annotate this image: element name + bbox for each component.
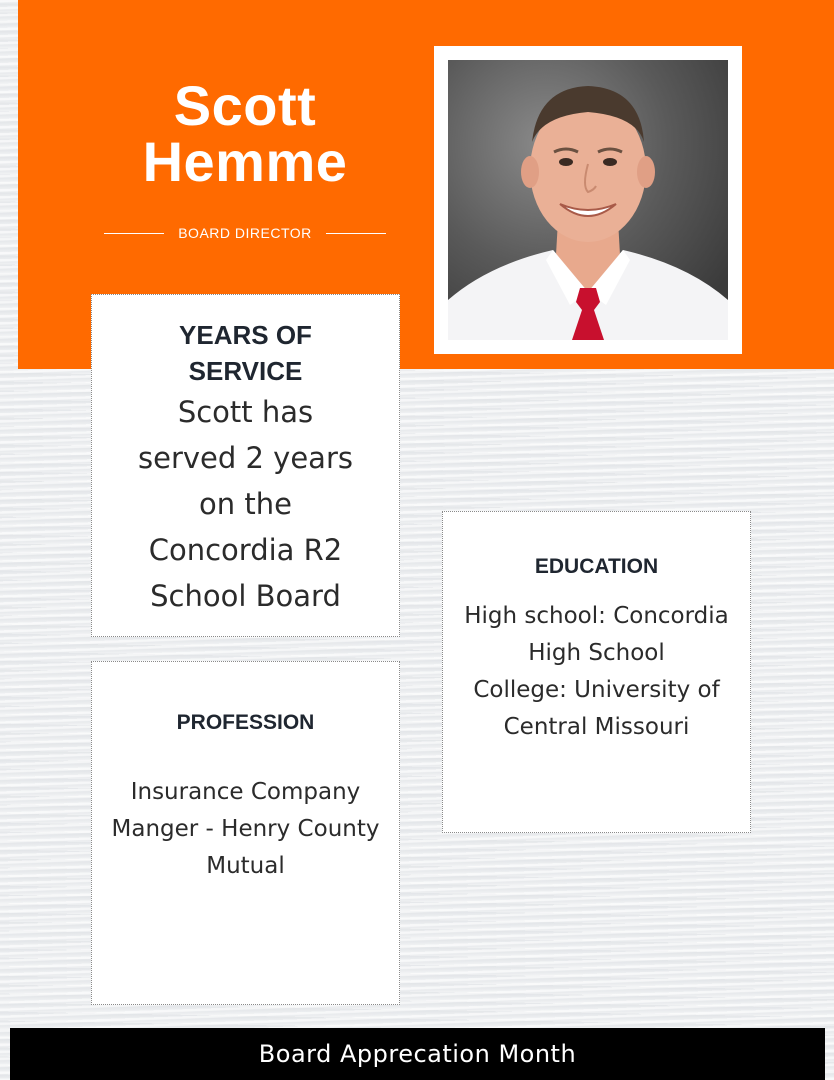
education-card: [442, 511, 751, 833]
profession-title: PROFESSION: [176, 711, 315, 734]
education-title: EDUCATION: [534, 555, 659, 578]
role-divider-left: [104, 233, 164, 234]
profession-text: Insurance Company Manger - Henry County Mutual: [111, 779, 380, 879]
education-text: High school: Concordia High School College: University of Central Missouri: [464, 603, 729, 740]
portrait-photo: [448, 60, 728, 340]
footer-text: Board Apprecation Month: [258, 1040, 577, 1068]
first-name: Scott: [173, 74, 317, 137]
role-label: BOARD DIRECTOR: [178, 225, 312, 241]
role-divider-right: [326, 233, 386, 234]
portrait-frame: [434, 46, 742, 354]
last-name: Hemme: [142, 130, 348, 193]
years-of-service-card: [91, 294, 400, 637]
years-of-service-title: YEARS OF SERVICE: [179, 320, 312, 386]
profession-card: [91, 661, 400, 1005]
portrait-illustration: [448, 60, 728, 340]
profile-name: [90, 74, 400, 193]
years-of-service-text: Scott has served 2 years on the Concordia R2 School Board: [138, 395, 353, 613]
role-row: [90, 222, 400, 244]
footer-banner: [10, 1028, 825, 1080]
